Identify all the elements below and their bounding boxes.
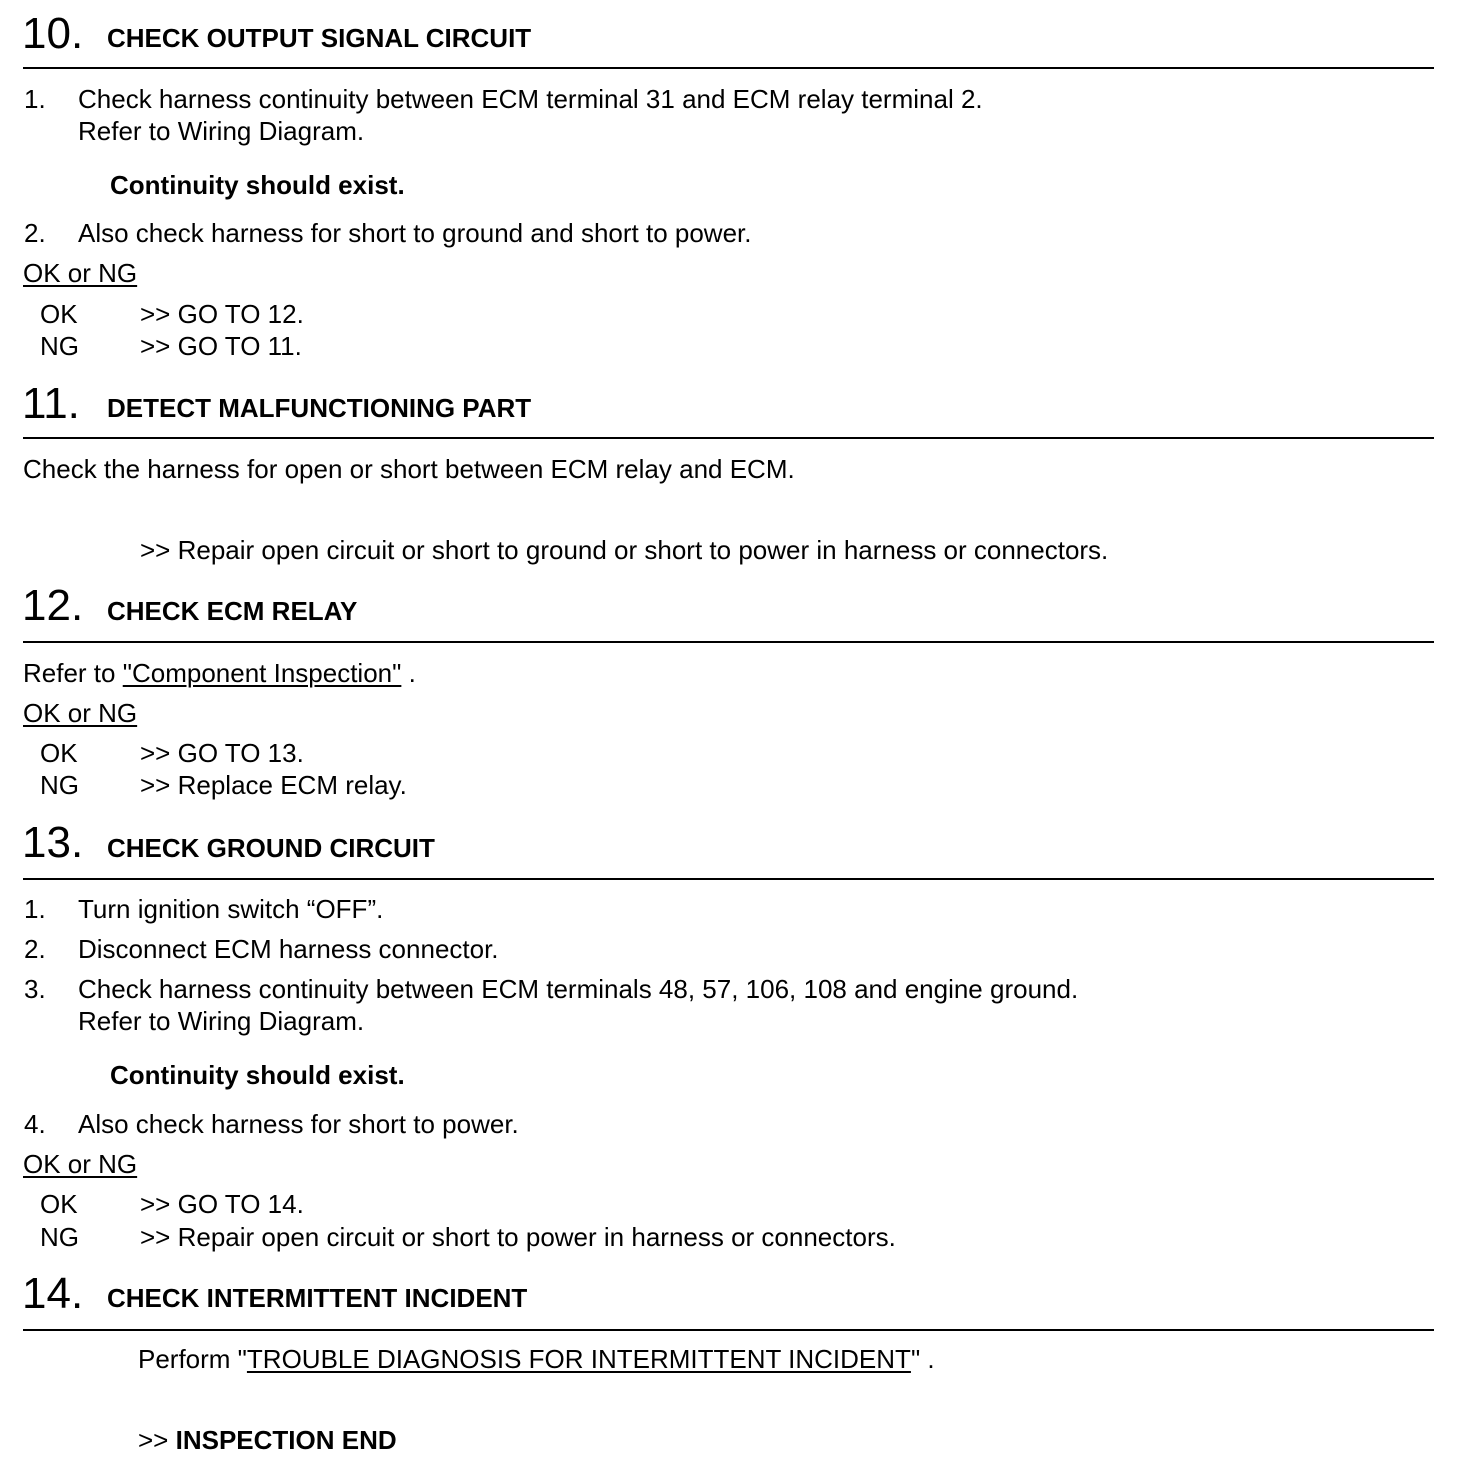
result-action: >> Repair open circuit or short to power in harness or connectors.	[140, 1222, 896, 1252]
item-number: 3.	[24, 974, 46, 1004]
text-suffix: " .	[910, 1344, 935, 1374]
step-text	[23, 658, 416, 688]
inspection-end	[138, 1425, 397, 1455]
item-text: Refer to Wiring Diagram.	[78, 1006, 365, 1036]
result-key: OK	[40, 299, 78, 329]
item-text: Disconnect ECM harness connector.	[78, 934, 499, 964]
result-action: >> GO TO 13.	[140, 738, 304, 768]
step-number: 12.	[22, 581, 84, 630]
result-label: OK or NG	[23, 698, 138, 728]
item-number: 1.	[24, 84, 46, 114]
result-action: >> Replace ECM relay.	[140, 770, 407, 800]
text-suffix: .	[408, 658, 416, 688]
end-prefix: >>	[138, 1425, 169, 1455]
result-action: >> GO TO 11.	[140, 331, 302, 361]
item-number: 1.	[24, 894, 46, 924]
step-number: 10.	[22, 9, 84, 58]
item-text: Also check harness for short to ground and short to power.	[78, 218, 752, 248]
item-number: 4.	[24, 1109, 46, 1139]
text-prefix: Perform "	[138, 1344, 247, 1374]
result-label: OK or NG	[23, 258, 138, 288]
divider	[23, 878, 1434, 880]
intermittent-incident-link[interactable]: TROUBLE DIAGNOSIS FOR INTERMITTENT INCIDENT	[246, 1344, 911, 1374]
item-number: 2.	[24, 218, 46, 248]
item-text: Check harness continuity between ECM terminal 31 and ECM relay terminal 2.	[78, 84, 983, 114]
result-key: OK	[40, 738, 78, 768]
result-action: >> Repair open circuit or short to ground or short to power in harness or connectors.	[140, 535, 1109, 565]
divider	[23, 641, 1434, 643]
item-text: Turn ignition switch “OFF”.	[78, 894, 384, 924]
item-text: Also check harness for short to power.	[78, 1109, 519, 1139]
item-number: 2.	[24, 934, 46, 964]
result-key: NG	[40, 770, 79, 800]
result-key: OK	[40, 1189, 78, 1219]
divider	[23, 67, 1434, 69]
item-text: Refer to Wiring Diagram.	[78, 116, 365, 146]
step-title: CHECK ECM RELAY	[107, 596, 358, 626]
item-text: Check harness continuity between ECM terminals 48, 57, 106, 108 and engine ground.	[78, 974, 1079, 1004]
end-label: INSPECTION END	[175, 1425, 397, 1455]
result-action: >> GO TO 12.	[140, 299, 304, 329]
step-title: CHECK INTERMITTENT INCIDENT	[107, 1283, 528, 1313]
divider	[23, 437, 1434, 439]
divider	[23, 1329, 1434, 1331]
note: Continuity should exist.	[110, 170, 405, 200]
step-number: 11.	[22, 379, 80, 428]
result-label: OK or NG	[23, 1149, 138, 1179]
result-key: NG	[40, 1222, 79, 1252]
step-text: Check the harness for open or short between ECM relay and ECM.	[23, 454, 795, 484]
note: Continuity should exist.	[110, 1060, 405, 1090]
result-key: NG	[40, 331, 79, 361]
component-inspection-link[interactable]: "Component Inspection"	[122, 658, 402, 688]
step-title: CHECK GROUND CIRCUIT	[107, 833, 435, 863]
text-prefix: Refer to	[23, 658, 116, 688]
step-number: 14.	[22, 1269, 84, 1318]
step-title: CHECK OUTPUT SIGNAL CIRCUIT	[107, 23, 532, 53]
step-text	[138, 1344, 935, 1374]
step-title: DETECT MALFUNCTIONING PART	[107, 393, 532, 423]
result-action: >> GO TO 14.	[140, 1189, 304, 1219]
step-number: 13.	[22, 818, 84, 867]
